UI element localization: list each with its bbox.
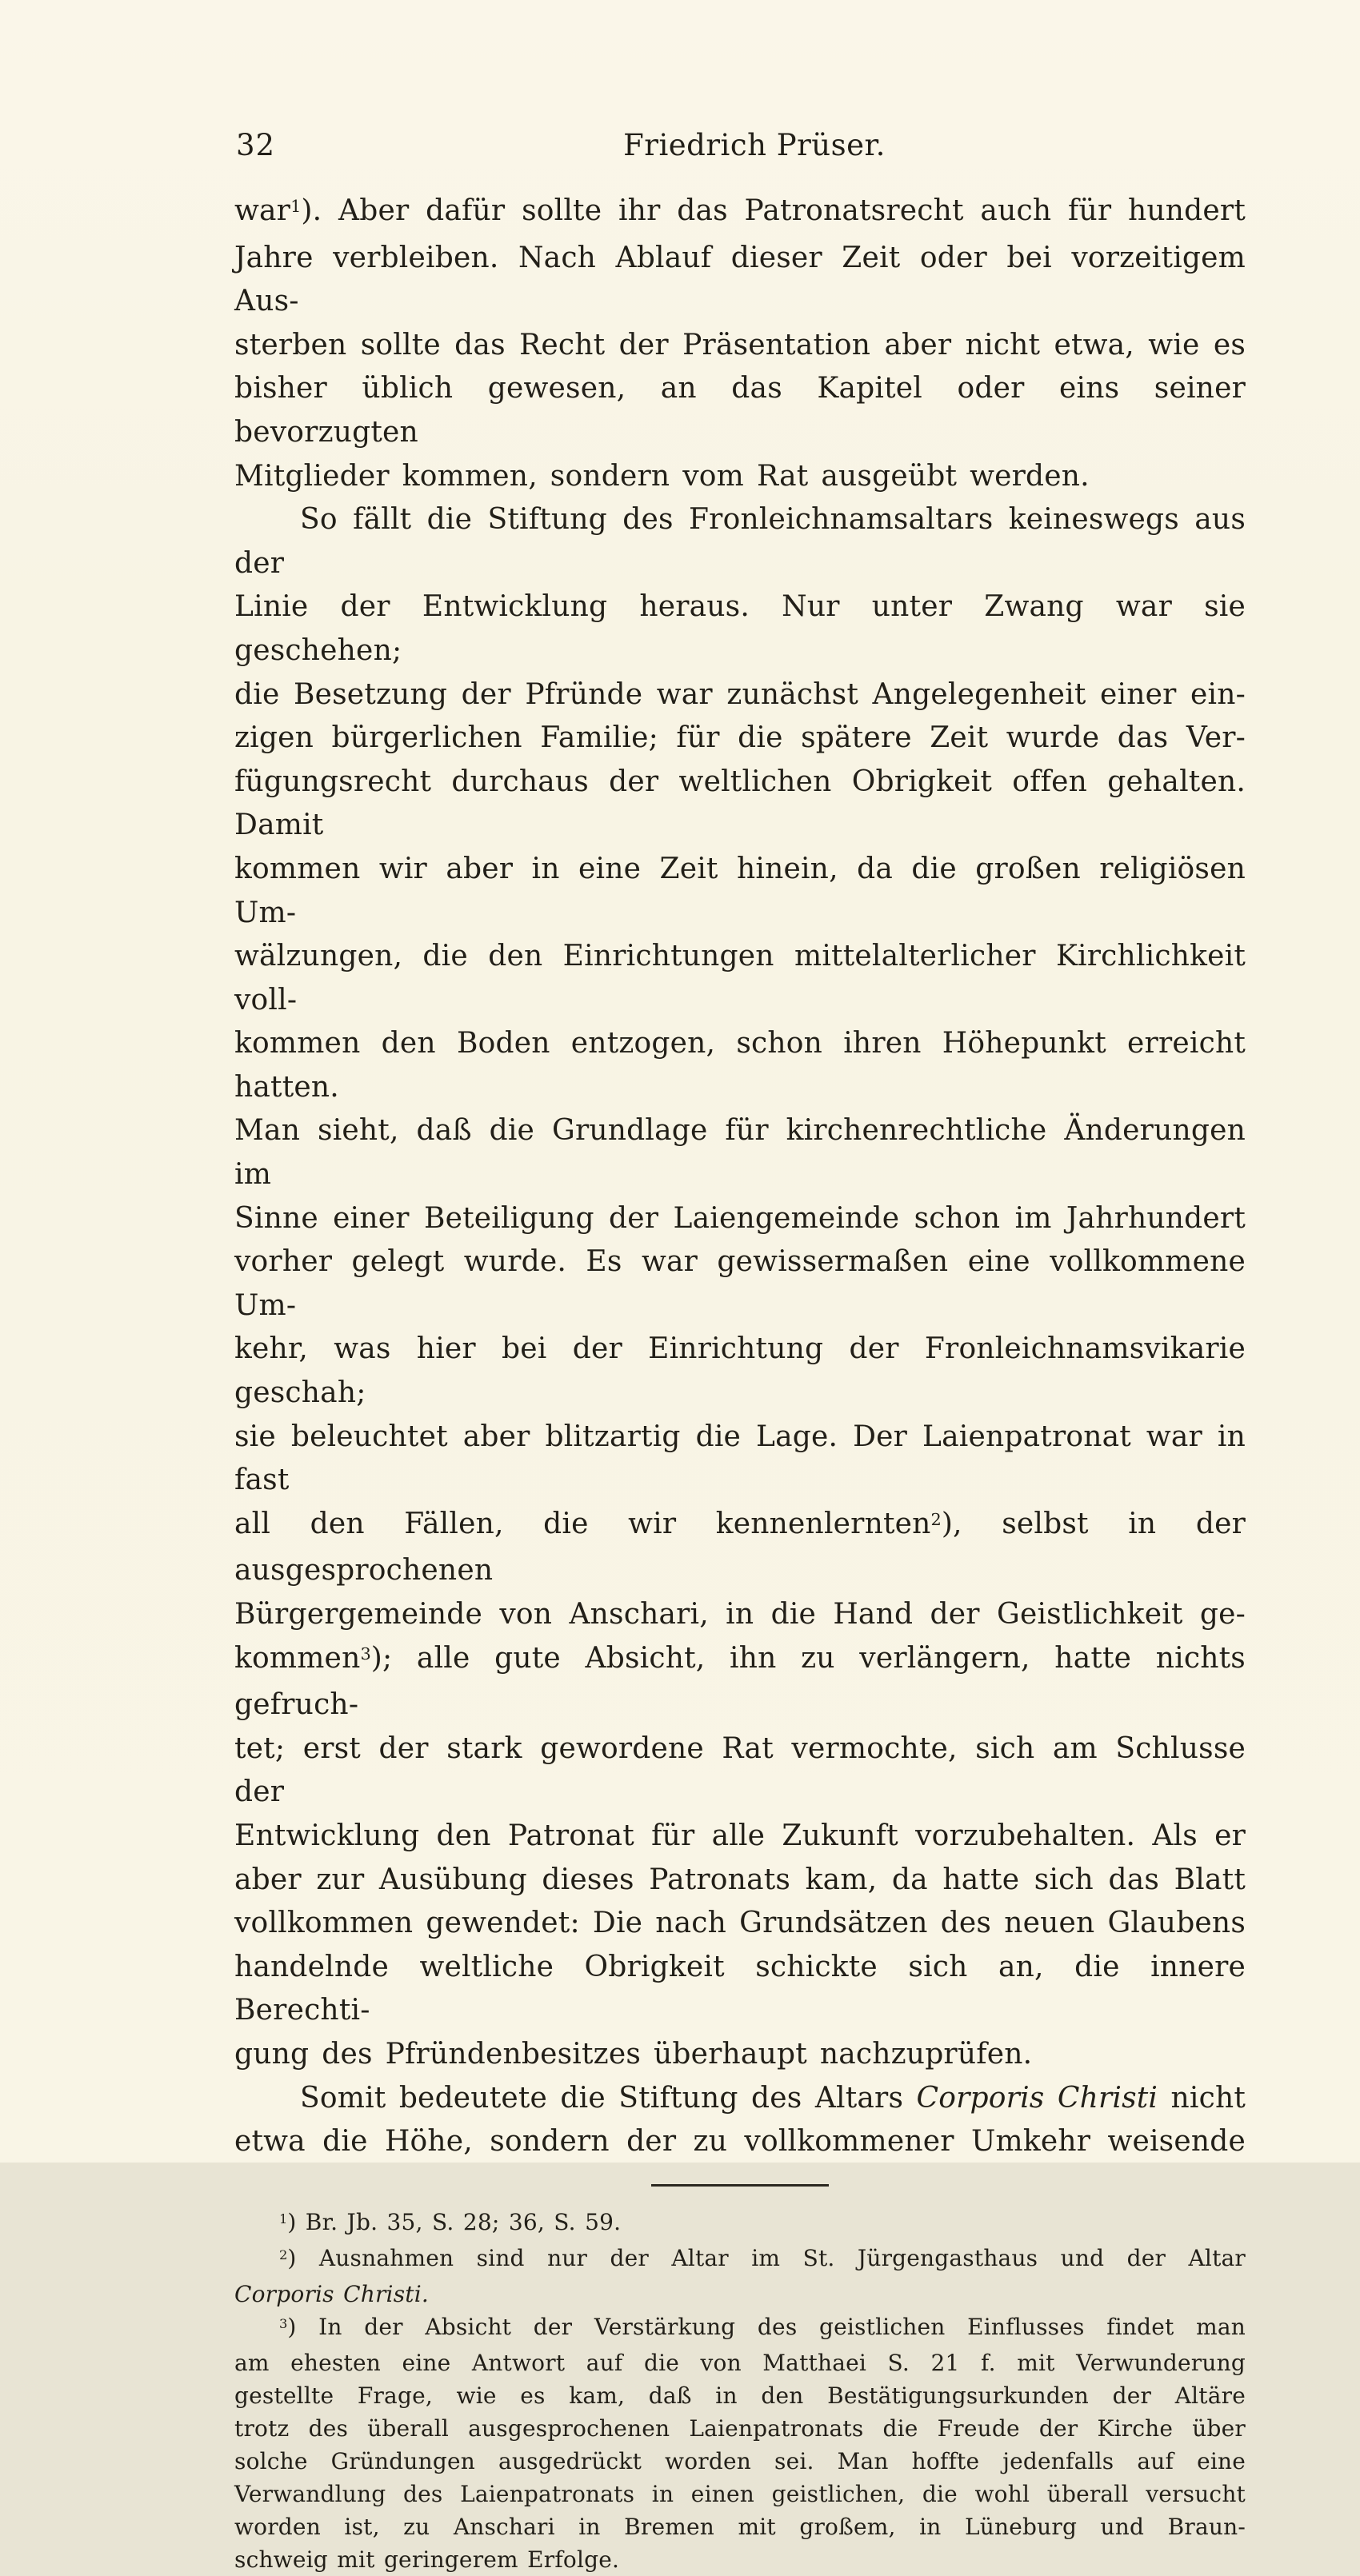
- text-segment: die Besetzung der Pfründe war zunächst Angelegenheit einer ein-: [234, 677, 1246, 711]
- text-segment: sterben sollte das Recht der Präsentation aber nicht etwa, wie es: [234, 328, 1246, 361]
- text-segment: bisher üblich gewesen, an das Kapitel oder eins seiner bevorzugten: [234, 372, 1246, 449]
- text-line: [234, 673, 1246, 717]
- text-segment: Linie der Entwicklung heraus. Nur unter Zwang war sie geschehen;: [234, 590, 1246, 667]
- text-segment: Mitglieder kommen, sondern vom Rat ausgeübt werden.: [234, 459, 1090, 493]
- text-segment: Man sieht, daß die Grundlage für kirchenrechtliche Änderungen im: [234, 1114, 1246, 1192]
- footnote-marker: 2: [930, 1509, 942, 1529]
- text-segment: tet; erst der stark gewordene Rat vermochte, sich am Schlusse der: [234, 1731, 1246, 1809]
- text-line: [234, 1109, 1246, 1196]
- text-segment: trotz des überall ausgesprochenen Laienpatronats die Freude der Kirche über: [234, 2414, 1246, 2442]
- text-segment: sie beleuchtet aber blitzartig die Lage. Der Laienpatronat war in fast: [234, 1420, 1246, 1497]
- running-header: Friedrich Prüser.: [623, 128, 886, 162]
- text-segment: Bürgergemeinde von Anschari, in die Hand der Geistlichkeit ge-: [234, 1598, 1246, 1631]
- text-line: [234, 1815, 1246, 1859]
- footnote-marker: 3: [279, 2315, 288, 2331]
- text-segment: gestellte Frage, wie es kam, daß in den Bestätigungsurkunden der Altäre: [234, 2382, 1246, 2409]
- text-line: [234, 1859, 1246, 1903]
- text-line: [234, 2510, 1246, 2543]
- footnote-marker: 1: [290, 196, 302, 216]
- body-text: [234, 190, 1246, 2576]
- text-line: [234, 1328, 1246, 1415]
- text-segment: ), selbst in der ausgesprochenen: [234, 1507, 1246, 1588]
- text-segment: So fällt die Stiftung des Fronleichnamsaltars keineswegs aus der: [234, 503, 1246, 580]
- text-segment: war: [234, 194, 291, 227]
- text-segment: kommen wir aber in eine Zeit hinein, da die großen religiösen Um-: [234, 852, 1246, 929]
- text-segment: nicht: [1158, 2081, 1246, 2115]
- footnote-1: [234, 2206, 1246, 2242]
- footnote-3: [234, 2310, 1246, 2576]
- text-line: [234, 190, 1246, 237]
- text-line: [234, 2445, 1246, 2478]
- text-line: [234, 2310, 1246, 2346]
- text-line: [234, 1503, 1246, 1593]
- text-segment: worden ist, zu Anschari in Bremen mit großem, in Lüneburg und Braun-: [234, 2513, 1246, 2540]
- text-segment: Sinne einer Beteiligung der Laiengemeinde schon im Jahrhundert: [234, 1201, 1246, 1235]
- text-line: [234, 848, 1246, 935]
- text-segment: Entwicklung den Patronat für alle Zukunft vorzubehalten. Als er: [234, 1819, 1246, 1852]
- text-segment: ) Br. Jb. 35, S. 28; 36, S. 59.: [287, 2208, 622, 2235]
- paragraph-somit: [234, 2077, 1246, 2164]
- text-line: [234, 1946, 1246, 2033]
- text-segment: ). Aber dafür sollte ihr das Patronatsrecht auch für hundert: [301, 194, 1246, 227]
- text-line: [234, 2346, 1246, 2379]
- text-line: [234, 585, 1246, 673]
- text-line: [234, 2242, 1246, 2278]
- text-segment: Verwandlung des Laienpatronats in einen geistlichen, die wohl überall versucht: [234, 2480, 1246, 2507]
- text-segment: solche Gründungen ausgedrückt worden sei. Man hoffte jedenfalls auf eine: [234, 2447, 1246, 2474]
- text-segment: ); alle gute Absicht, ihn zu verlängern, hatte nichts gefruch-: [234, 1641, 1246, 1722]
- text-line: [234, 935, 1246, 1022]
- text-line: [234, 1240, 1246, 1328]
- text-segment: am ehesten eine Antwort auf die von Matthaei S. 21 f. mit Verwunderung: [234, 2349, 1246, 2376]
- text-line: [234, 1902, 1246, 1946]
- page-number: 32: [236, 128, 276, 162]
- paragraph-fronleichnamsaltar: [234, 498, 1246, 2076]
- text-segment: etwa die Höhe, sondern der zu vollkommener Umkehr weisende: [234, 2125, 1246, 2159]
- text-line: [234, 498, 1246, 585]
- text-line: [234, 1197, 1246, 1241]
- footnotes-section: [234, 2206, 1246, 2576]
- text-line: [234, 367, 1246, 454]
- italic-phrase: Corporis Christi.: [234, 2280, 429, 2307]
- text-line: [234, 2543, 1246, 2576]
- text-line: [234, 1593, 1246, 1637]
- footnote-2: [234, 2242, 1246, 2310]
- text-segment: handelnde weltliche Obrigkeit schickte sich an, die innere Berechti-: [234, 1950, 1246, 2027]
- text-segment: ) In der Absicht der Verstärkung des geistlichen Einflusses findet man: [287, 2313, 1246, 2340]
- text-segment: zigen bürgerlichen Familie; für die spätere Zeit wurde das Ver-: [234, 721, 1246, 755]
- text-line: [234, 237, 1246, 324]
- text-line: [234, 2478, 1246, 2510]
- text-segment: fügungsrecht durchaus der weltlichen Obrigkeit offen gehalten. Damit: [234, 765, 1246, 842]
- text-segment: Jahre verbleiben. Nach Ablauf dieser Zeit oder bei vorzeitigem Aus-: [234, 241, 1246, 318]
- text-segment: gung des Pfründenbesitzes überhaupt nachzuprüfen.: [234, 2037, 1033, 2071]
- text-segment: vorher gelegt wurde. Es war gewissermaßen eine vollkommene Um-: [234, 1245, 1246, 1322]
- text-line: [234, 2412, 1246, 2445]
- text-line: [234, 1022, 1246, 1109]
- text-line: [234, 324, 1246, 368]
- text-line: [234, 761, 1246, 848]
- text-segment: all den Fällen, die wir kennenlernten: [234, 1507, 931, 1540]
- text-line: [234, 2379, 1246, 2412]
- text-line: [234, 1727, 1246, 1815]
- text-line: [234, 2033, 1246, 2077]
- text-segment: kommen: [234, 1641, 361, 1675]
- text-line: [234, 2120, 1246, 2164]
- text-line: [234, 2077, 1246, 2121]
- text-line: [234, 455, 1246, 499]
- footnote-marker: 2: [279, 2247, 288, 2262]
- footnote-marker: 3: [360, 1643, 371, 1663]
- paragraph-continuation: [234, 190, 1246, 498]
- footnote-marker: 1: [279, 2211, 288, 2227]
- text-line: [234, 2278, 1246, 2310]
- italic-phrase: Corporis Christi: [916, 2081, 1158, 2115]
- text-line: [234, 2206, 1246, 2242]
- text-segment: schweig mit geringerem Erfolge.: [234, 2546, 620, 2573]
- text-segment: kommen den Boden entzogen, schon ihren Höhepunkt erreicht hatten.: [234, 1027, 1246, 1104]
- text-segment: aber zur Ausübung dieses Patronats kam, da hatte sich das Blatt: [234, 1863, 1246, 1896]
- text-segment: wälzungen, die den Einrichtungen mittelalterlicher Kirchlichkeit voll-: [234, 940, 1246, 1016]
- text-segment: vollkommen gewendet: Die nach Grundsätzen des neuen Glaubens: [234, 1907, 1246, 1940]
- text-segment: ) Ausnahmen sind nur der Altar im St. Jürgengasthaus und der Altar: [287, 2244, 1246, 2271]
- text-segment: kehr, was hier bei der Einrichtung der Fronleichnamsvikarie geschah;: [234, 1332, 1246, 1410]
- text-line: [234, 1416, 1246, 1503]
- footnote-separator-rule: [651, 2184, 829, 2187]
- text-line: [234, 717, 1246, 761]
- text-segment: Somit bedeutete die Stiftung des Altars: [300, 2081, 917, 2115]
- page-header: [234, 128, 1246, 173]
- text-line: [234, 1637, 1246, 1727]
